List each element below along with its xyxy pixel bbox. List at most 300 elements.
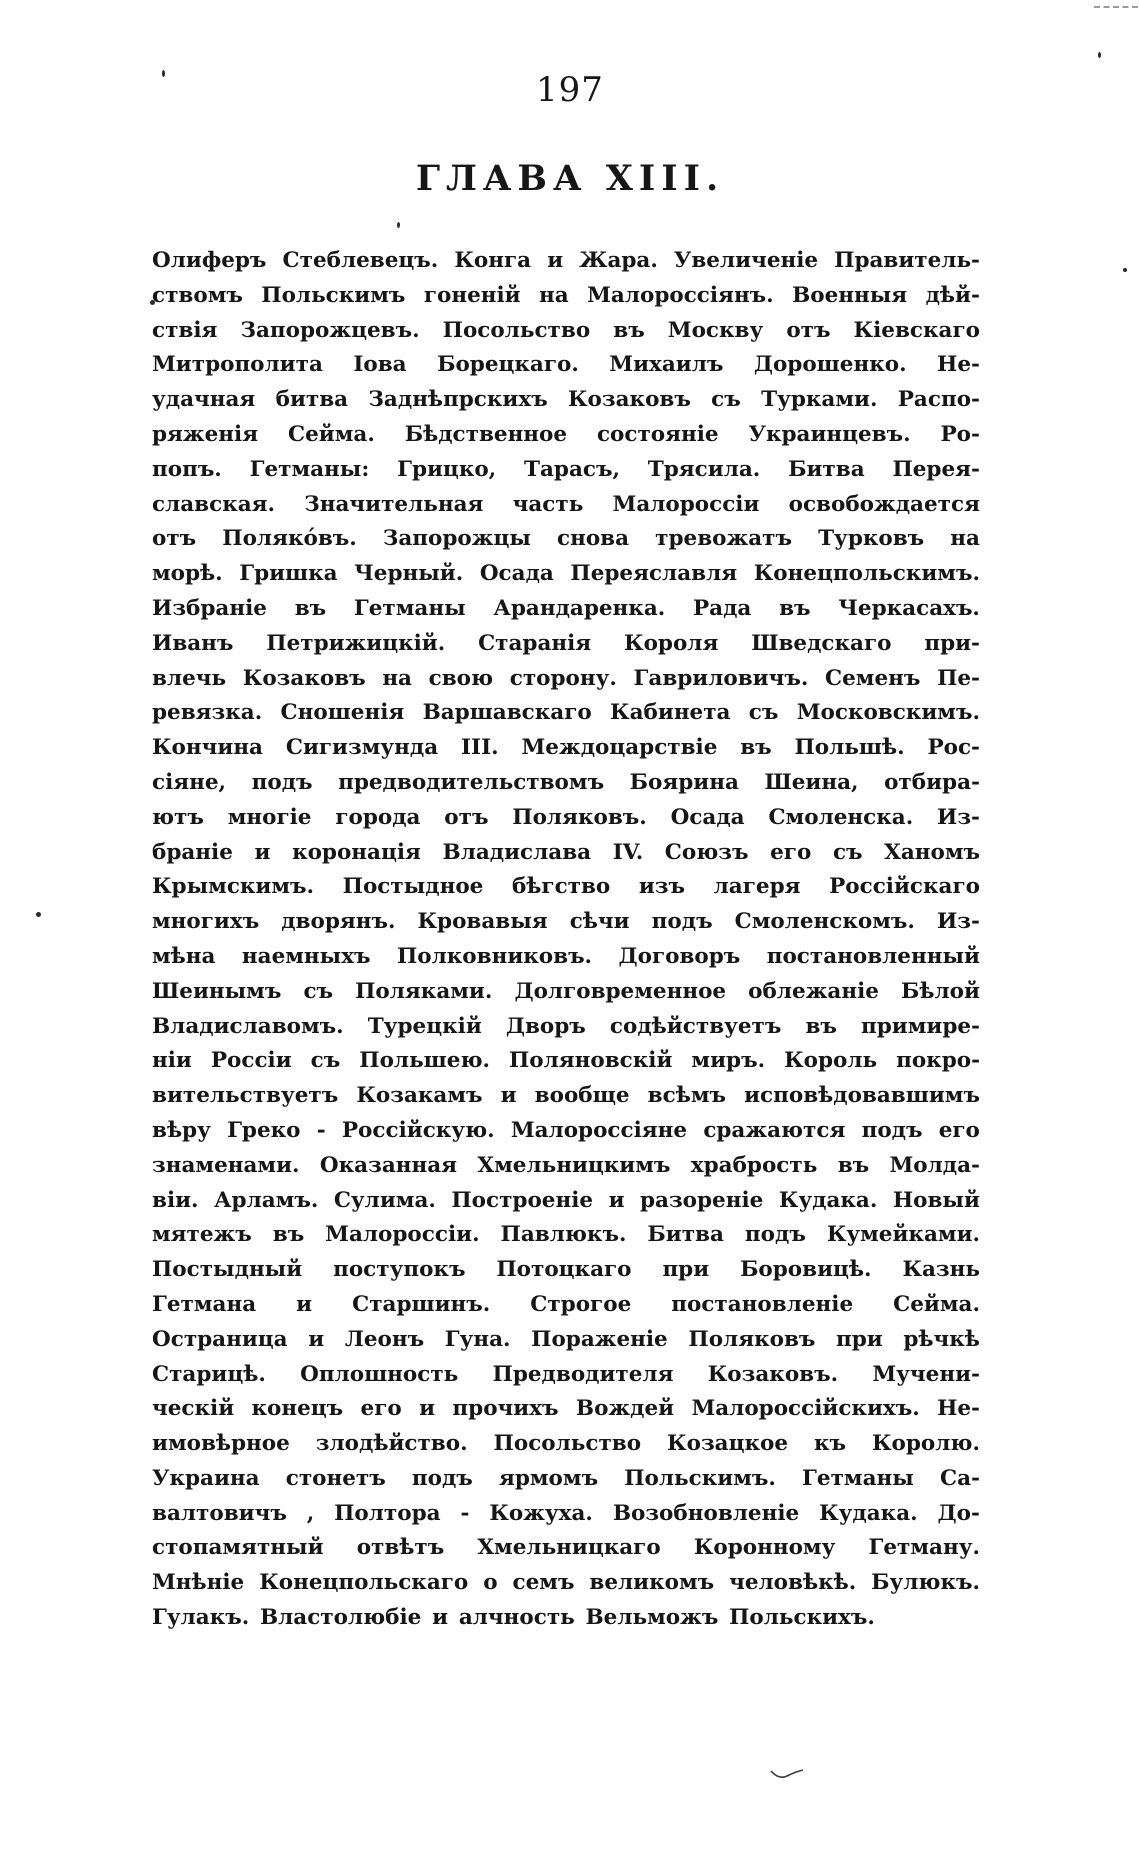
summary-word: Вождей	[575, 1396, 675, 1422]
summary-word: Турками.	[761, 387, 878, 413]
summary-word: Тарасъ,	[523, 456, 620, 482]
summary-word: Леонъ	[344, 1326, 425, 1352]
summary-word: къ	[814, 1431, 847, 1457]
summary-word: всѣмъ	[647, 1083, 726, 1109]
summary-word: Са-	[939, 1465, 980, 1491]
summary-word: Кіевскаго	[853, 317, 980, 343]
summary-word: Гетмана	[152, 1291, 257, 1317]
summary-word: Ханомъ	[884, 839, 980, 865]
summary-line	[152, 801, 980, 836]
summary-word: Малороссіи	[612, 491, 760, 517]
summary-word: влечь	[152, 665, 227, 691]
summary-word: Козацкое	[667, 1431, 789, 1457]
summary-word: Черкасахъ.	[838, 595, 980, 621]
summary-word: Козакамъ	[356, 1083, 483, 1109]
summary-word: Гетманы	[802, 1465, 914, 1491]
summary-word: Москву	[667, 317, 764, 343]
summary-word: семъ	[512, 1570, 575, 1596]
summary-word: Оплошность	[300, 1361, 459, 1387]
summary-word: Московскимъ.	[796, 700, 980, 726]
summary-word: великомъ	[589, 1570, 715, 1596]
summary-word: Битва	[647, 1222, 724, 1248]
summary-word: Владислава	[442, 839, 592, 865]
summary-word: -	[460, 1500, 470, 1526]
scan-edge-mark	[1094, 6, 1138, 10]
summary-word: рѣчкѣ	[903, 1326, 980, 1352]
summary-word: Построеніе	[451, 1187, 594, 1213]
summary-word: Запорожцы	[382, 526, 531, 552]
summary-word: Военныя	[792, 282, 908, 308]
summary-word: Постыдное	[342, 874, 484, 900]
summary-line	[152, 766, 980, 801]
summary-word: Поляко́въ.	[222, 526, 357, 552]
summary-word: часть	[512, 491, 584, 517]
summary-word: Осада	[670, 804, 745, 830]
summary-line	[152, 348, 980, 383]
summary-word: Осада	[479, 561, 554, 587]
summary-word: съ	[711, 387, 741, 413]
summary-line	[152, 453, 980, 488]
summary-word: Польскимъ	[261, 282, 406, 308]
summary-word: віи.	[152, 1187, 199, 1213]
summary-word: Малороссійскихъ.	[691, 1396, 920, 1422]
summary-word: IV.	[612, 839, 644, 865]
summary-word: Смоленска.	[768, 804, 914, 830]
summary-word: лагеря	[713, 874, 801, 900]
summary-line	[152, 1288, 980, 1323]
summary-word: съ	[310, 1048, 341, 1074]
summary-word: ряженія	[152, 421, 259, 447]
summary-word: на	[539, 282, 569, 308]
summary-word: Гетманы:	[249, 456, 370, 482]
summary-word: Сношенія	[280, 700, 405, 726]
summary-word: Старшинъ.	[352, 1291, 491, 1317]
summary-word: сражаются	[703, 1117, 846, 1143]
summary-word: храбрость	[690, 1152, 818, 1178]
summary-word: Молда-	[889, 1152, 980, 1178]
summary-word: Кабинета	[610, 700, 731, 726]
summary-word: удачная	[152, 387, 256, 413]
summary-word: Польшею.	[359, 1048, 490, 1074]
summary-word: Коронному	[693, 1535, 836, 1561]
summary-word: Козаковъ.	[707, 1361, 839, 1387]
summary-word: города	[335, 804, 421, 830]
summary-word: Значительная	[304, 491, 484, 517]
summary-word: Из-	[937, 804, 980, 830]
summary-word: ствомъ	[152, 282, 243, 308]
summary-word: Кудака.	[819, 1500, 918, 1526]
summary-word: Иванъ	[152, 630, 234, 656]
summary-word: Сейма.	[893, 1291, 980, 1317]
summary-word: Петрижицкій.	[266, 630, 446, 656]
summary-word: Распо-	[897, 387, 980, 413]
summary-word: Козаковъ	[568, 387, 691, 413]
summary-line	[152, 1323, 980, 1358]
summary-word: Малороссіи.	[325, 1222, 480, 1248]
summary-word: -	[316, 1117, 326, 1143]
summary-word: Властолюбіе	[259, 1605, 422, 1631]
summary-word: Не-	[937, 1396, 980, 1422]
summary-line	[152, 557, 980, 592]
summary-word: Крымскимъ.	[152, 874, 315, 900]
summary-word: Посольство	[493, 1431, 642, 1457]
summary-word: сторону.	[509, 665, 617, 691]
summary-word: Кудака.	[778, 1187, 878, 1213]
summary-word: попъ.	[152, 456, 222, 482]
summary-word: Шведскаго	[751, 630, 892, 656]
summary-word: вообще	[534, 1083, 630, 1109]
summary-line	[152, 418, 980, 453]
summary-word: Предводителя	[492, 1361, 674, 1387]
summary-word: конецъ	[251, 1396, 344, 1422]
summary-word: Вельможъ	[585, 1605, 719, 1631]
summary-line	[152, 592, 980, 627]
summary-line	[152, 1114, 980, 1149]
summary-word: сіяне,	[152, 769, 227, 795]
summary-line	[152, 244, 980, 279]
summary-word: при	[662, 1257, 710, 1283]
summary-word: примире-	[861, 1013, 980, 1039]
summary-word: Оказанная	[319, 1152, 458, 1178]
summary-word: предводительствомъ	[338, 769, 605, 795]
summary-word: Договоръ	[618, 943, 741, 969]
ink-speck	[397, 222, 400, 228]
summary-word: злодѣйство.	[315, 1431, 468, 1457]
summary-word: и	[308, 1326, 325, 1352]
summary-word: Малороссіянъ.	[587, 282, 774, 308]
summary-word: Боярина	[629, 769, 739, 795]
summary-word: имовѣрное	[152, 1431, 290, 1457]
summary-word: съ	[748, 700, 779, 726]
summary-word: Союзъ	[664, 839, 749, 865]
summary-line	[152, 731, 980, 766]
summary-word: Не-	[937, 352, 980, 378]
summary-word: Поляновскій	[508, 1048, 673, 1074]
summary-word: о	[483, 1570, 498, 1596]
summary-word: содѣйствуетъ	[609, 1013, 782, 1039]
summary-line	[152, 1392, 980, 1427]
summary-word: Шеинымъ	[152, 978, 282, 1004]
summary-word: Рос-	[927, 735, 980, 761]
summary-word: Сигизмунда	[285, 735, 439, 761]
summary-word: разореніе	[640, 1187, 764, 1213]
summary-word: стопамятный	[152, 1535, 324, 1561]
summary-word: браніе	[152, 839, 233, 865]
summary-word: До-	[937, 1500, 980, 1526]
summary-word: Козаковъ	[242, 665, 366, 691]
summary-word: Конга	[454, 248, 532, 273]
summary-word: дѣй-	[925, 282, 980, 308]
summary-word: Поляками.	[355, 978, 493, 1004]
summary-word: Пе-	[937, 665, 980, 691]
summary-word: Поляковъ.	[512, 804, 647, 830]
summary-word: въ	[294, 595, 327, 621]
summary-word: и	[500, 1083, 517, 1109]
summary-word: состояніе	[596, 421, 719, 447]
summary-word: подъ	[861, 1117, 923, 1143]
summary-word: отъ	[786, 317, 831, 343]
summary-line	[152, 940, 980, 975]
summary-word: Владиславомъ.	[152, 1013, 344, 1039]
summary-word: ніи	[152, 1048, 192, 1074]
summary-line	[152, 1601, 980, 1636]
summary-word: Хмельницкимъ	[477, 1152, 671, 1178]
summary-word: Мучени-	[872, 1361, 980, 1387]
summary-word: морѣ.	[152, 561, 223, 587]
summary-word: Ро-	[940, 421, 980, 447]
summary-word: Кожуха.	[489, 1500, 593, 1526]
summary-word: прочихъ	[452, 1396, 559, 1422]
scan-bottom-mark	[770, 1768, 804, 1782]
summary-word: Заднѣпрскихъ	[368, 387, 548, 413]
summary-line	[152, 1497, 980, 1532]
summary-word: Хмельницкаго	[477, 1535, 661, 1561]
summary-word: Бѣлой	[901, 978, 980, 1004]
summary-word: наемныхъ	[241, 943, 371, 969]
summary-line	[152, 836, 980, 871]
summary-word: Запорожцевъ.	[240, 317, 420, 343]
summary-line	[152, 1010, 980, 1045]
summary-word: Стеблевецъ.	[282, 248, 439, 273]
summary-word: вительствуетъ	[152, 1083, 339, 1109]
summary-word: Короля	[624, 630, 719, 656]
summary-word: при-	[924, 630, 980, 656]
summary-word: Поляковъ	[688, 1326, 816, 1352]
summary-line	[152, 1218, 980, 1253]
summary-word: многіе	[227, 804, 312, 830]
ink-speck	[1123, 268, 1127, 272]
ink-speck	[36, 912, 41, 917]
summary-word: гоненій	[423, 282, 521, 308]
summary-word: Потоцкаго	[496, 1257, 632, 1283]
summary-word: вѣру	[152, 1117, 211, 1143]
summary-word: свою	[428, 665, 494, 691]
chapter-summary	[152, 244, 980, 1636]
summary-word: и	[547, 248, 564, 273]
summary-word: Трясила.	[647, 456, 761, 482]
summary-word: Долговременное	[514, 978, 727, 1004]
summary-word: отъ	[444, 804, 489, 830]
summary-word: Михаилъ	[609, 352, 724, 378]
summary-word: на	[950, 526, 980, 552]
summary-line	[152, 488, 980, 523]
summary-word: въ	[779, 595, 811, 621]
summary-word: облежаніе	[748, 978, 879, 1004]
summary-line	[152, 1253, 980, 1288]
summary-word: Дворъ	[505, 1013, 586, 1039]
summary-word: и	[254, 839, 271, 865]
summary-word: ,	[306, 1500, 315, 1526]
summary-word: Украинцевъ.	[748, 421, 911, 447]
summary-word: Дорошенко.	[753, 352, 907, 378]
summary-word: Боровицѣ.	[740, 1257, 872, 1283]
summary-line	[152, 1531, 980, 1566]
summary-word: при	[836, 1326, 883, 1352]
summary-word: поступокъ	[333, 1257, 466, 1283]
summary-word: отбира-	[884, 769, 980, 795]
summary-word: Старанія	[478, 630, 592, 656]
summary-word: Смоленскомъ.	[734, 909, 915, 935]
summary-line	[152, 383, 980, 418]
summary-word: изъ	[638, 874, 686, 900]
summary-word: Россіи	[210, 1048, 292, 1074]
summary-word: отвѣтъ	[356, 1535, 445, 1561]
summary-word: Полковниковъ.	[396, 943, 593, 969]
summary-word: Правитель-	[834, 248, 980, 273]
summary-word: Междоцарствіе	[521, 735, 718, 761]
summary-word: Постыдный	[152, 1257, 303, 1283]
summary-line	[152, 1079, 980, 1114]
summary-word: Старицѣ.	[152, 1361, 266, 1387]
summary-line	[152, 696, 980, 731]
summary-word: на	[382, 665, 412, 691]
summary-word: Кровавыя	[417, 909, 548, 935]
summary-word: съ	[303, 978, 334, 1004]
summary-word: Жара.	[579, 248, 658, 273]
summary-word: знаменами.	[152, 1152, 300, 1178]
summary-word: Іова	[353, 352, 407, 378]
summary-line	[152, 279, 980, 314]
summary-word: въ	[740, 735, 772, 761]
summary-word: отъ	[152, 526, 197, 552]
summary-word: Польскихъ.	[729, 1605, 875, 1631]
summary-word: Булюкъ.	[871, 1570, 980, 1596]
summary-line	[152, 1358, 980, 1393]
ink-speck	[1098, 52, 1101, 58]
summary-word: сѣчи	[569, 909, 630, 935]
summary-word: ютъ	[152, 804, 204, 830]
summary-word: Конецпольскимъ.	[753, 561, 980, 587]
summary-word: человѣкѣ.	[729, 1570, 857, 1596]
summary-line	[152, 905, 980, 940]
summary-word: освобождается	[788, 491, 980, 517]
summary-word: подъ	[411, 1465, 473, 1491]
summary-line	[152, 1427, 980, 1462]
summary-word: и	[419, 1396, 436, 1422]
summary-word: его	[938, 1117, 980, 1143]
summary-word: мѣна	[152, 943, 216, 969]
summary-word: покро-	[896, 1048, 980, 1074]
summary-word: ревязка.	[152, 700, 263, 726]
summary-word: Кумейками.	[826, 1222, 980, 1248]
summary-line	[152, 627, 980, 662]
page-number: 197	[536, 70, 604, 110]
summary-word: его	[360, 1396, 402, 1422]
summary-word: Строгое	[530, 1291, 632, 1317]
summary-word: ярмомъ	[498, 1465, 599, 1491]
summary-word: Переяславля	[570, 561, 738, 587]
summary-word: Турковъ	[818, 526, 925, 552]
summary-word: Конецпольскаго	[259, 1570, 469, 1596]
summary-word: Перея-	[892, 456, 980, 482]
summary-word: Гулакъ.	[152, 1605, 250, 1631]
summary-word: Греко	[227, 1117, 301, 1143]
summary-word: снова	[557, 526, 630, 552]
summary-word: ствія	[152, 317, 218, 343]
summary-word: Варшавскаго	[422, 700, 592, 726]
summary-word: Рада	[693, 595, 752, 621]
summary-word: подъ	[651, 909, 713, 935]
summary-line	[152, 314, 980, 349]
summary-word: въ	[272, 1222, 305, 1248]
summary-word: Пораженіе	[531, 1326, 668, 1352]
summary-word: Увеличеніе	[673, 248, 819, 273]
summary-word: Избраніе	[152, 595, 267, 621]
summary-word: Россійскаго	[829, 874, 980, 900]
summary-word: Семенъ	[825, 665, 921, 691]
summary-word: Грицко,	[397, 456, 497, 482]
summary-word: Гетману.	[868, 1535, 980, 1561]
summary-word: коронація	[292, 839, 421, 865]
summary-word: Олиферъ	[152, 248, 267, 273]
summary-word: Гетманы	[353, 595, 466, 621]
summary-word: въ	[837, 1152, 870, 1178]
summary-word: его	[770, 839, 812, 865]
summary-word: алчность	[458, 1605, 575, 1631]
summary-word: Гавриловичъ.	[633, 665, 809, 691]
summary-word: Посольство	[442, 317, 591, 343]
summary-word: постановленный	[766, 943, 980, 969]
summary-word: Остраница	[152, 1326, 288, 1352]
summary-word: Турецкій	[367, 1013, 482, 1039]
summary-word: Борецкаго.	[437, 352, 579, 378]
summary-word: славская.	[152, 491, 276, 517]
summary-word: битва	[275, 387, 349, 413]
summary-word: Мнѣніе	[152, 1570, 245, 1596]
summary-line	[152, 1462, 980, 1497]
summary-line	[152, 522, 980, 557]
chapter-title: ГЛАВА XIII.	[415, 158, 725, 199]
summary-word: валтовичъ	[152, 1500, 287, 1526]
summary-word: Гуна.	[444, 1326, 511, 1352]
summary-word: Польскимъ.	[624, 1465, 776, 1491]
summary-line	[152, 662, 980, 697]
summary-word: Польшѣ.	[794, 735, 905, 761]
summary-word: Арламъ.	[214, 1187, 319, 1213]
summary-word: и	[608, 1187, 625, 1213]
summary-word: Из-	[936, 909, 980, 935]
summary-word: Сулима.	[333, 1187, 436, 1213]
summary-word: миръ.	[691, 1048, 766, 1074]
summary-word: ческій	[152, 1396, 235, 1422]
summary-word: Россійскую.	[341, 1117, 495, 1143]
summary-line	[152, 1184, 980, 1219]
summary-word: Полтора	[334, 1500, 441, 1526]
summary-word: Арандаренка.	[493, 595, 666, 621]
summary-line	[152, 1149, 980, 1184]
summary-word: въ	[613, 317, 645, 343]
summary-word: Король	[784, 1048, 878, 1074]
summary-word: бѣгство	[511, 874, 611, 900]
summary-word: Митрополита	[152, 352, 323, 378]
summary-word: подъ	[744, 1222, 806, 1248]
summary-word: многихъ	[152, 909, 260, 935]
summary-word: стонетъ	[285, 1465, 386, 1491]
summary-line	[152, 870, 980, 905]
summary-word: Сейма.	[287, 421, 375, 447]
summary-line	[152, 1566, 980, 1601]
summary-line	[152, 1044, 980, 1079]
summary-word: съ	[832, 839, 863, 865]
summary-word: Кончина	[152, 735, 263, 761]
summary-word: исповѣдовавшимъ	[744, 1083, 980, 1109]
summary-word: тревожатъ	[655, 526, 792, 552]
summary-line	[152, 975, 980, 1010]
summary-word: въ	[805, 1013, 837, 1039]
summary-word: Казнь	[902, 1257, 980, 1283]
summary-word: Павлюкъ.	[500, 1222, 627, 1248]
summary-word: Бѣдственное	[404, 421, 568, 447]
